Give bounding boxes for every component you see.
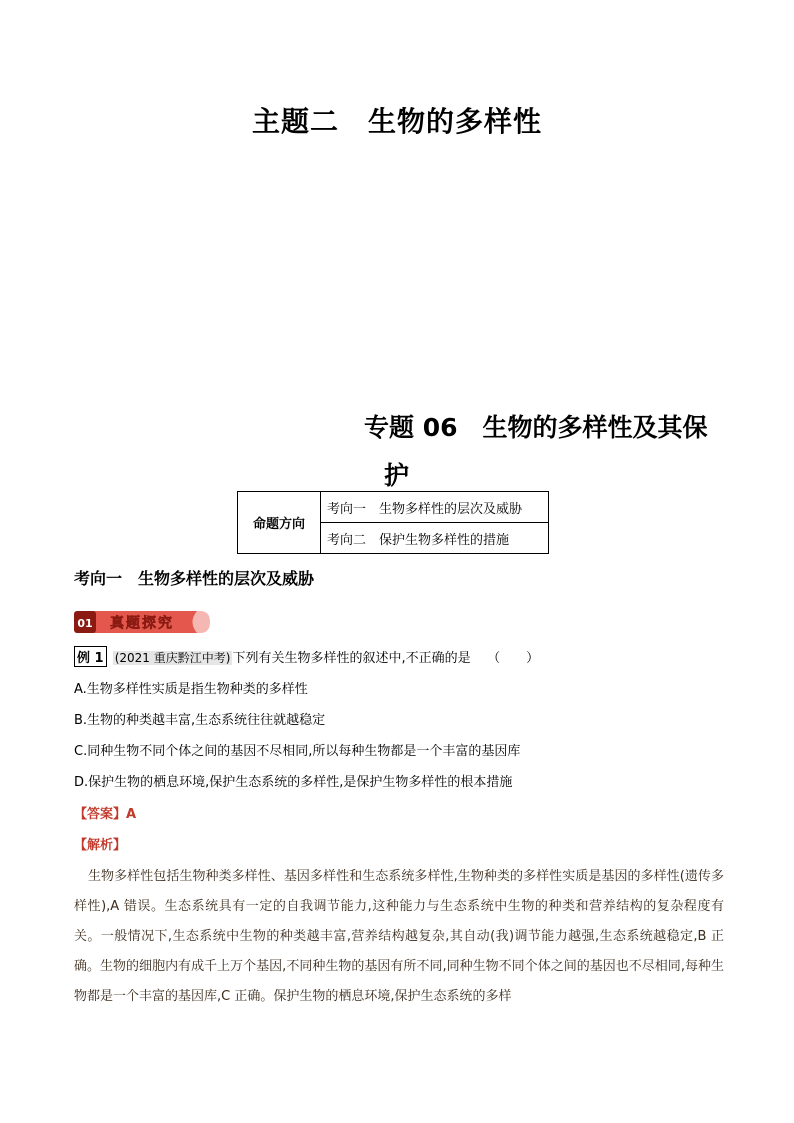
analysis-label: 【解析】 [74, 838, 127, 853]
topic-title [364, 404, 734, 500]
question-blank: （ ） [487, 651, 540, 666]
option-a: A.生物多样性实质是指生物种类的多样性 [74, 682, 308, 697]
direction-table-header: 命题方向 [238, 492, 321, 554]
banner-text: 真题探究 [110, 615, 174, 632]
topic-title-line2: 护 [384, 461, 410, 490]
answer-label: 【答案】 [74, 807, 127, 822]
banner-graphic [72, 608, 212, 636]
answer-value: A [126, 807, 137, 822]
analysis-text: 生物多样性包括生物种类多样性、基因多样性和生态系统多样性,生物种类的多样性实质是基因的多样性(遗传多样性),A 错误。生态系统具有一定的自我调节能力,这种能力与生态系统中生物的种类和营养结构的复杂程度有关。一般情况下,生态系统中生物的种类越丰富,营养结构越复杂,其自动(我)调节能力越强,生态系统越稳定,B 正确。生物的细胞内有成千上万个基因,不同种生物的基因有所不同,同种生物不同个体之间的基因也不尽相同,每种生物都是一个丰富的基因库,C 正确。保护生物的栖息环境,保护生态系统的多样 [74, 869, 724, 1004]
question-line [74, 646, 539, 667]
section-banner [72, 608, 212, 636]
topic-title-line1: 专题 06 生物的多样性及其保 [364, 413, 708, 442]
section-heading: 考向一 生物多样性的层次及威胁 [74, 569, 315, 588]
question-source: (2021 重庆黔江中考) [114, 651, 231, 665]
direction-table [237, 491, 549, 554]
answer [74, 803, 136, 822]
option-c: C.同种生物不同个体之间的基因不尽相同,所以每种生物都是一个丰富的基因库 [74, 744, 521, 759]
direction-table-row-1: 考向一 生物多样性的层次及威胁 [321, 492, 549, 523]
direction-table-row-2: 考向二 保护生物多样性的措施 [321, 523, 549, 554]
question-stem: 下列有关生物多样性的叙述中,不正确的是 [232, 651, 471, 666]
option-b: B.生物的种类越丰富,生态系统往往就越稳定 [74, 713, 326, 728]
question-label: 例 1 [74, 646, 107, 667]
main-title: 主题二 生物的多样性 [251, 105, 542, 138]
banner-number: 01 [77, 617, 93, 630]
option-d: D.保护生物的栖息环境,保护生态系统的多样性,是保护生物多样性的根本措施 [74, 775, 513, 790]
